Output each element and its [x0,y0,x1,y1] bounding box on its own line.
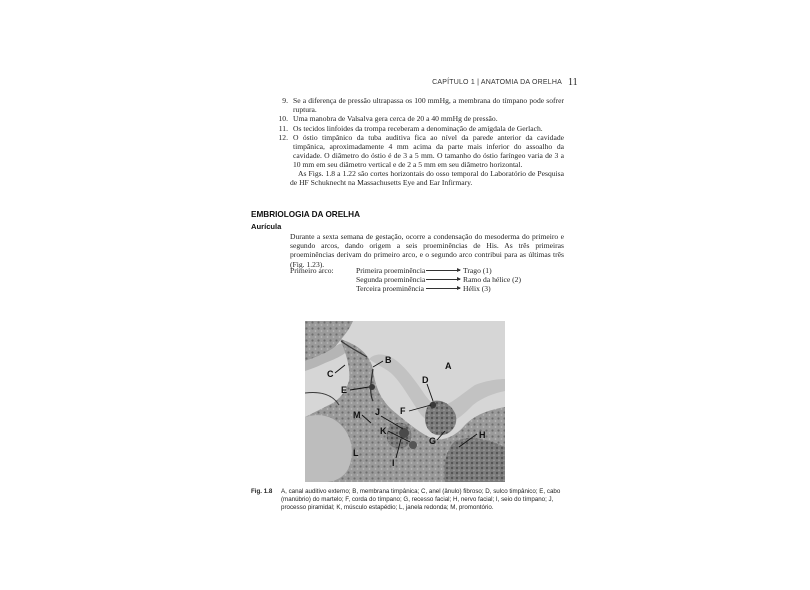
arrow-icon [426,279,460,280]
note-number: 11. [278,123,288,133]
note-number: 9. [282,96,288,105]
prominence-name: Terceira proeminência [356,284,424,294]
temporal-bone-micrograph [305,321,505,482]
figure-label-f: F [400,406,406,416]
note-number: 10. [278,114,288,124]
note-text: Os tecidos linfoides da trompa receberam a denominação de amígdala de Gerlach. [293,123,543,133]
derived-structure: Hélix (3) [463,284,491,294]
figure-label-e: E [341,385,348,395]
note-text: Uma manobra de Valsalva gera cerca de 20 a 40 mmHg de pressão. [293,114,498,124]
figure-label-h: H [479,430,486,440]
arch-row [356,275,521,284]
figure-label-k: K [380,426,387,436]
figure-label-m: M [353,410,361,420]
note-text: Se a diferença de pressão ultrapassa os 100 mmHg, a membrana do tímpano pode sofrer ruptura. [293,96,564,115]
caption-text: A, canal auditivo externo; B, membrana timpânica; C, anel (ânulo) fibroso; D, sulco timpânico; E, cabo (manúbrio) do martelo; F, corda do tímpano; G, recesso facial; H, nervo facial; I, seio do tímpano; J, processo piramidal; K, músculo estapédio; L, janela redonda; M, promontório. [281,488,561,512]
caption-label: Fig. 1.8 [251,488,273,495]
arch-row [356,284,491,293]
list-item [270,96,564,114]
figure-label-d: D [422,375,429,385]
list-item [270,124,564,133]
numbered-notes [270,96,564,170]
first-arch-label: Primeiro arco: [290,266,334,275]
running-head: CAPÍTULO 1 | ANATOMIA DA ORELHA [432,79,562,86]
auricula-paragraph: Durante a sexta semana de gestação, ocorre a condensação do mesoderma do primeiro e segundo arcos, dando origem a seis proeminências de His. As três primeiras proeminências derivam do primeiro arco, e o segundo arco contribui para as últimas três (Fig. 1.23). [290,232,564,269]
arch-row [356,266,492,275]
figure-label-i: I [392,458,395,468]
list-item [270,114,564,123]
prominence-name: Primeira proeminência [356,266,426,275]
figure-label-l: L [353,448,359,458]
figure-label-b: B [385,355,392,365]
page-number: 11 [568,77,578,88]
figure-caption [251,488,563,513]
prominence-name: Segunda proeminência [356,275,426,285]
note-text: O óstio timpânico da tuba auditiva fica ao nível da parede anterior da cavidade timpânica, aproximadamente 4 mm acima da parte mais inferior do assoalho da cavidade. O diâmetro do óstio é de 3 a 5 mm. O tamanho do óstio faríngeo varia de 3 a 10 mm em seu diâmetro vertical e de 2 a 5 mm em seu diâmetro horizontal. [293,132,564,170]
note-number: 12. [278,132,288,142]
figure-label-g: G [429,436,437,446]
arrow-icon [426,270,460,271]
micrograph-image [305,321,505,482]
figure-label-a: A [445,361,452,371]
figures-paragraph: As Figs. 1.8 a 1.22 são cortes horizontais do osso temporal do Laboratório de Pesquisa de HF Schuknecht na Massachusetts Eye and Ear Infirmary. [290,169,564,188]
section-heading: EMBRIOLOGIA DA ORELHA [251,210,361,219]
derived-structure: Ramo da hélice (2) [463,275,521,285]
figure-label-c: C [327,369,334,379]
figure-label-j: J [375,407,381,417]
list-item [270,133,564,170]
subsection-heading: Aurícula [251,222,282,231]
arrow-icon [426,288,460,289]
derived-structure: Trago (1) [463,266,492,275]
